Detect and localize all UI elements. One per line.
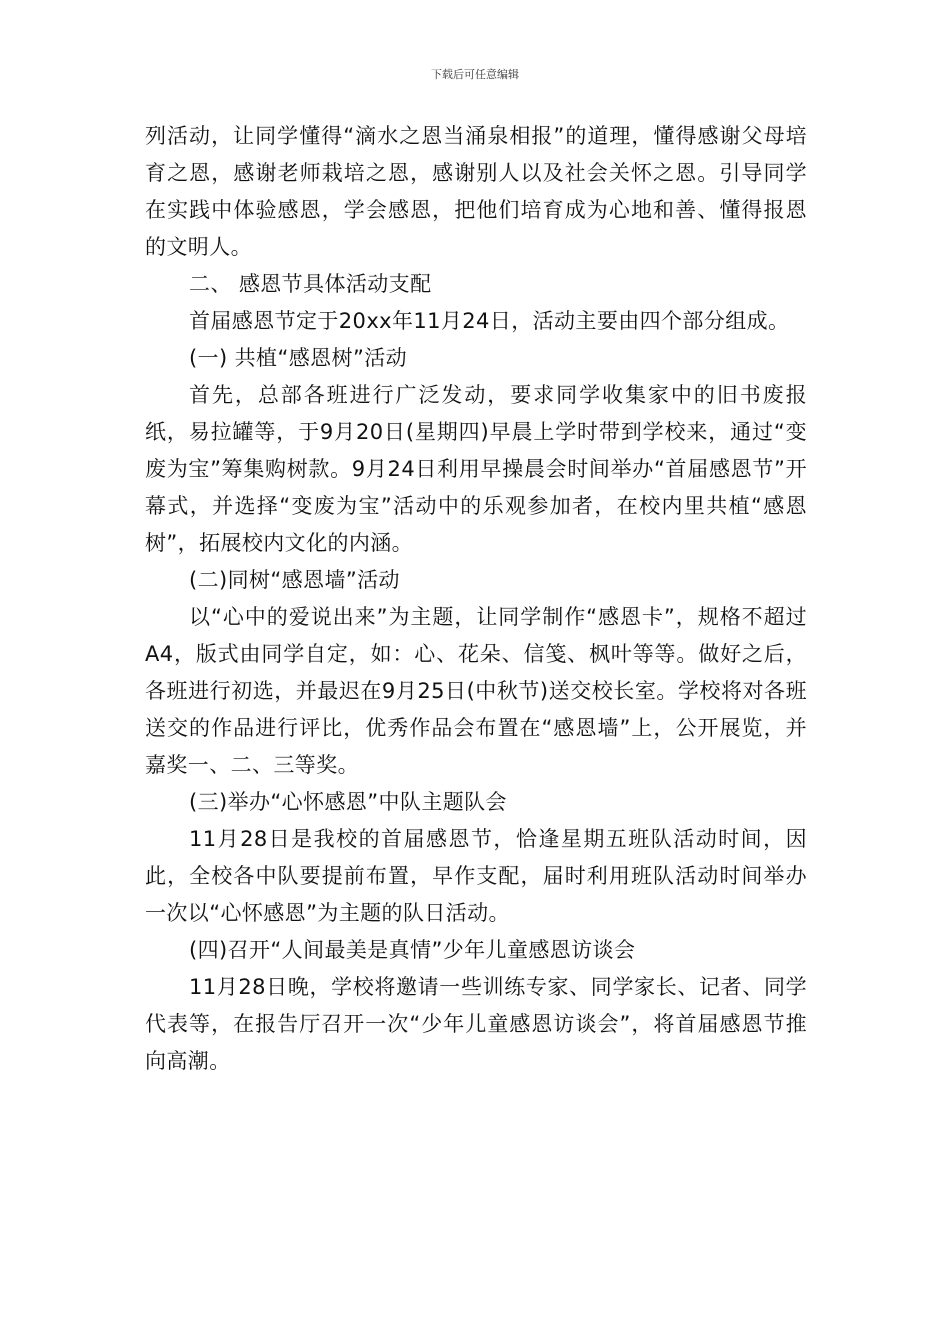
paragraph-activity-3: 11月28日是我校的首届感恩节，恰逢星期五班队活动时间，因此，全校各中队要提前布置，早作支配，届时利用班队活动时间举办一次以“心怀感恩”为主题的队日活动。: [145, 827, 807, 925]
paragraph-activity-2: 以“心中的爱说出来”为主题，让同学制作“感恩卡”，规格不超过A4，版式由同学自定，如：心、花朵、信笺、枫叶等等。做好之后，各班进行初选，并最迟在9月25日(中秋节)送交校长室。学校将对各班送交的作品进行评比，优秀作品会布置在“感恩墙”上，公开展览，并嘉奖一、二、三等奖。: [145, 605, 807, 777]
subheading-4: (四)召开“人间最美是真情”少年儿童感恩访谈会: [189, 938, 636, 962]
subheading-1: (一) 共植“感恩树”活动: [189, 346, 408, 370]
subheading-2: (二)同树“感恩墙”活动: [189, 568, 400, 592]
subheading-3: (三)举办“心怀感恩”中队主题队会: [189, 790, 507, 814]
section-heading-2: 二、 感恩节具体活动支配: [189, 272, 432, 296]
paragraph-schedule: 首届感恩节定于20xx年11月24日，活动主要由四个部分组成。: [189, 309, 790, 333]
paragraph-activity-1: 首先，总部各班进行广泛发动，要求同学收集家中的旧书废报纸，易拉罐等，于9月20日(星期四)早晨上学时带到学校来，通过“变废为宝”筹集购树款。9月24日利用早操晨会时间举办“首届感恩节”开幕式，并选择“变废为宝”活动中的乐观参加者，在校内里共植“感恩树”，拓展校内文化的内涵。: [145, 383, 807, 555]
paragraph-activity-4: 11月28日晚，学校将邀请一些训练专家、同学家长、记者、同学代表等，在报告厅召开一次“少年儿童感恩访谈会”，将首届感恩节推向高潮。: [145, 975, 807, 1073]
document-body: [145, 118, 807, 1080]
page-header: 下载后可任意编辑: [431, 68, 519, 81]
paragraph-intro-continued: 列活动，让同学懂得“滴水之恩当涌泉相报”的道理，懂得感谢父母培育之恩，感谢老师栽培之恩，感谢别人以及社会关怀之恩。引导同学在实践中体验感恩，学会感恩，把他们培育成为心地和善、懂得报恩的文明人。: [145, 124, 807, 259]
